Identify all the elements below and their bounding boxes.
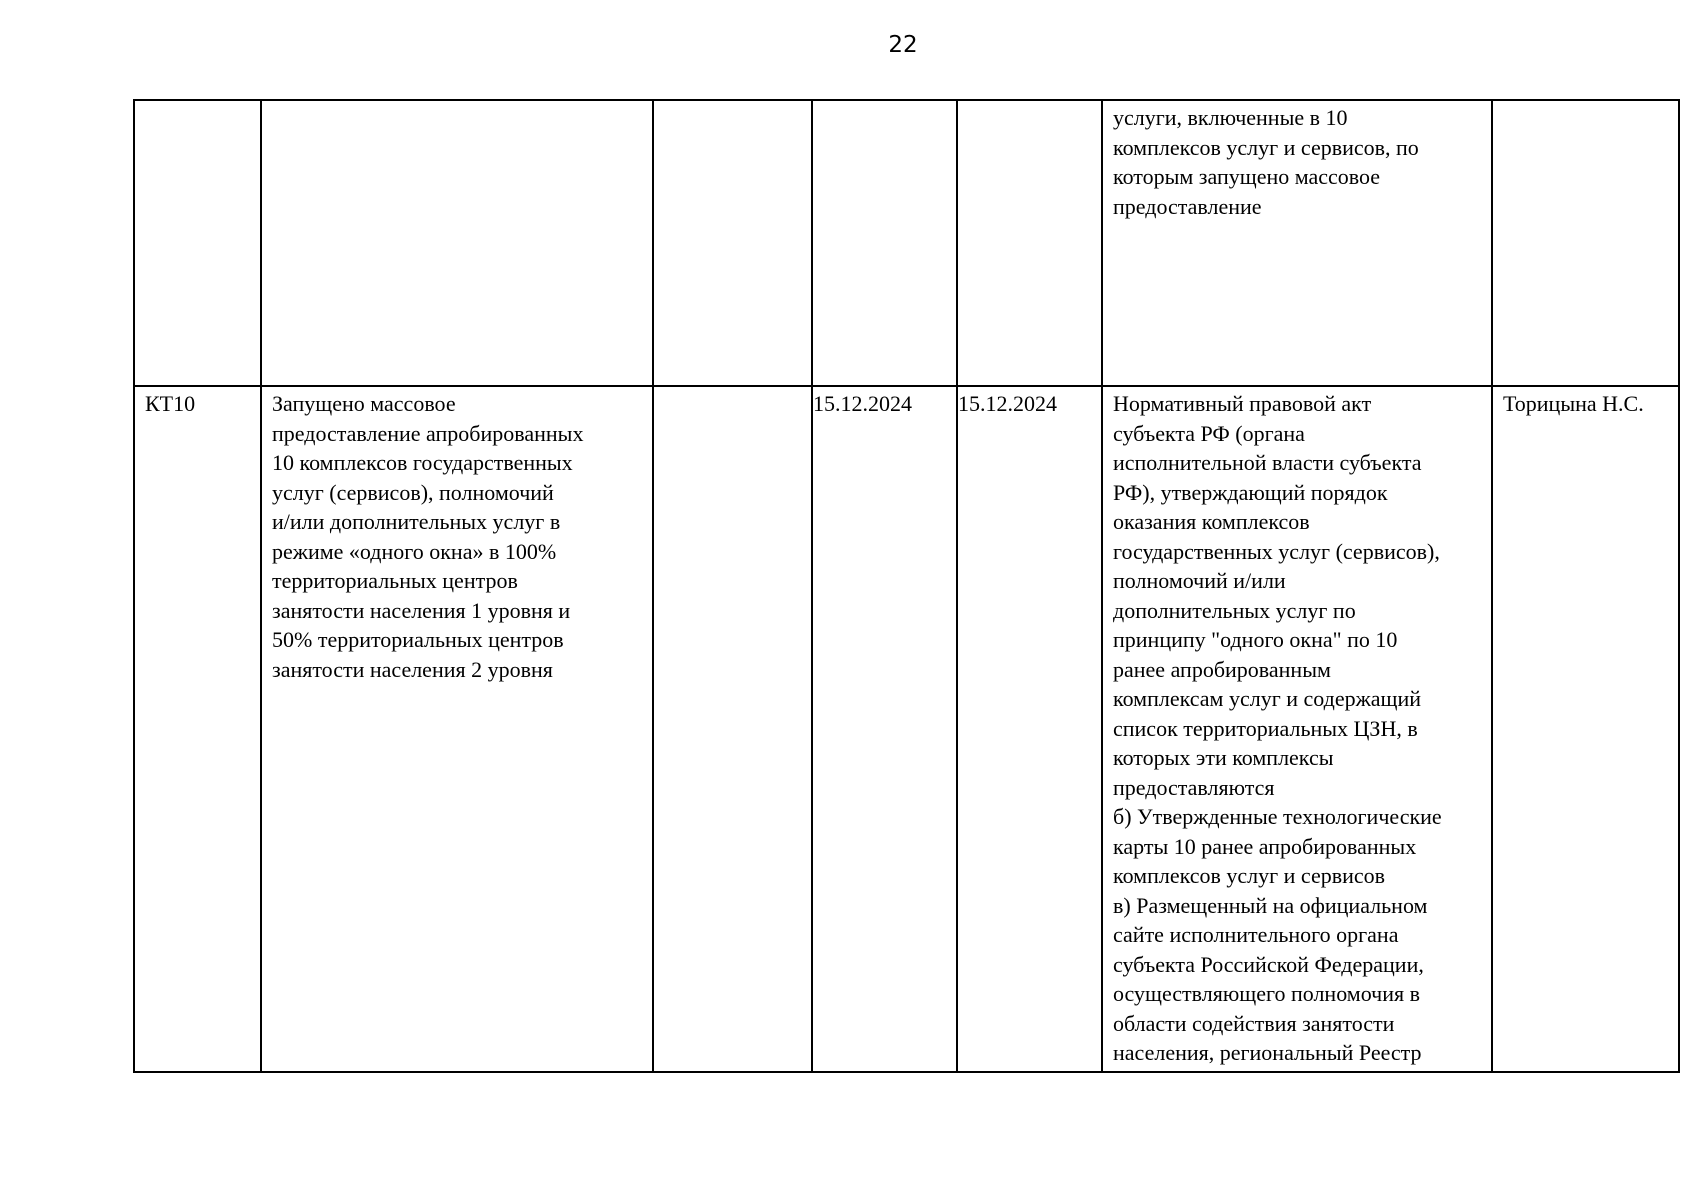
end-date-cell: 15.12.2024 xyxy=(957,386,1102,1072)
plan-table xyxy=(133,99,1680,1073)
end-date-cell xyxy=(957,100,1102,386)
responsible-cell: Торицына Н.С. xyxy=(1492,386,1679,1072)
event-cell xyxy=(261,100,653,386)
result-cell: услуги, включенные в 10 комплексов услуг и сервисов, по которым запущено массовое предоставление xyxy=(1102,100,1492,386)
code-cell xyxy=(134,100,261,386)
table-row xyxy=(134,386,1679,1072)
result-cell: Нормативный правовой акт субъекта РФ (органа исполнительной власти субъекта РФ), утверждающий порядок оказания комплексов государственных услуг (сервисов), полномочий и/или дополнительных услуг по принципу "одного окна" по 10 ранее апробированным комплексам услуг и содержащий список территориальных ЦЗН, в которых эти комплексы предоставляются б) Утвержденные технологические карты 10 ранее апробированных комплексов услуг и сервисов в) Размещенный на официальном сайте исполнительного органа субъекта Российской Федерации, осуществляющего полномочия в области содействия занятости населения, региональный Реестр xyxy=(1102,386,1492,1072)
start-date-cell xyxy=(812,100,957,386)
empty-cell xyxy=(653,386,812,1072)
event-cell: Запущено массовое предоставление апробированных 10 комплексов государственных услуг (сервисов), полномочий и/или дополнительных услуг в режиме «одного окна» в 100% территориальных центров занятости населения 1 уровня и 50% территориальных центров занятости населения 2 уровня xyxy=(261,386,653,1072)
code-cell: КТ10 xyxy=(134,386,261,1072)
table-row xyxy=(134,100,1679,386)
empty-cell xyxy=(653,100,812,386)
responsible-cell xyxy=(1492,100,1679,386)
start-date-cell: 15.12.2024 xyxy=(812,386,957,1072)
page-number: 22 xyxy=(888,32,918,58)
